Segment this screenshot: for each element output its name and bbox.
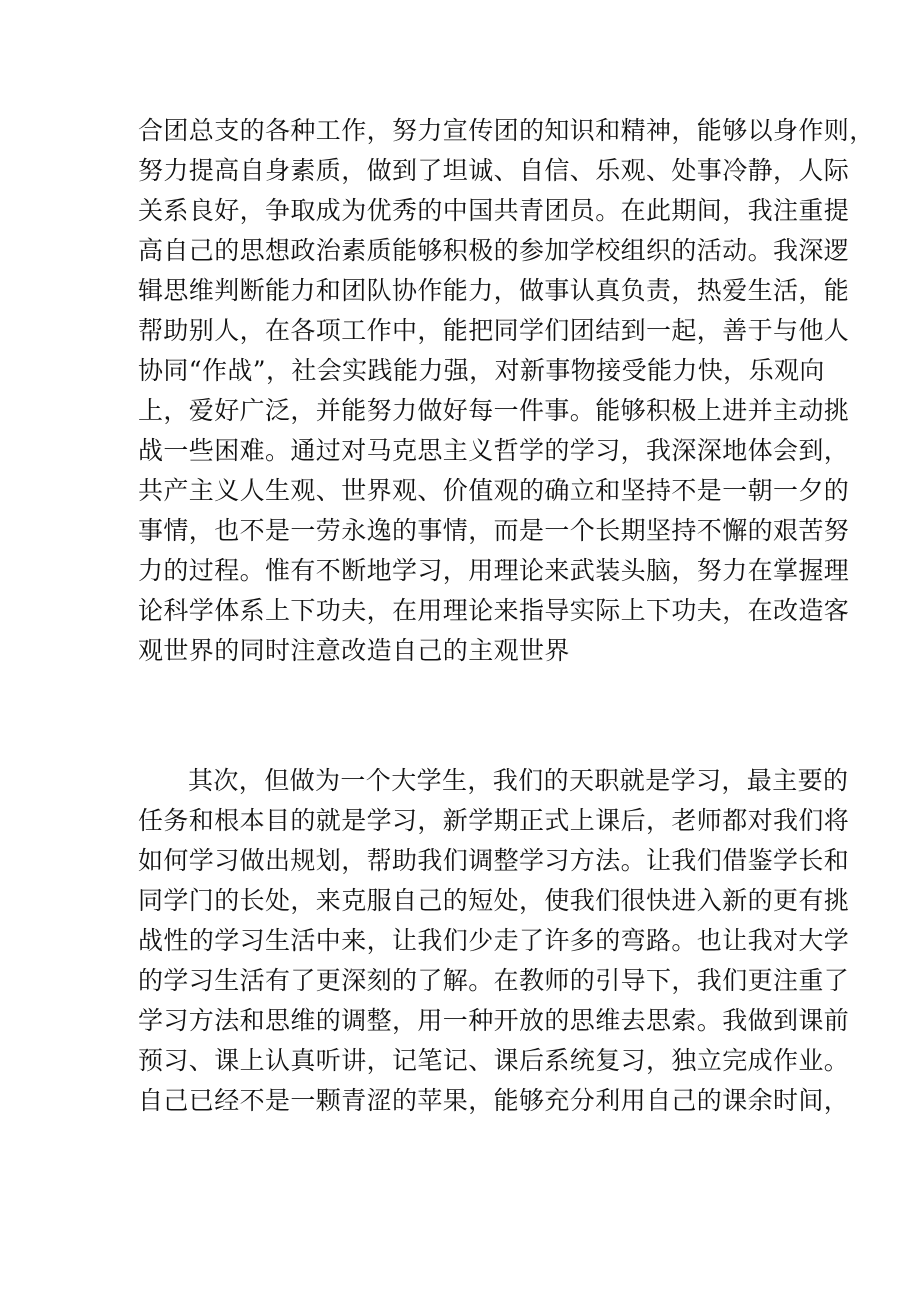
paragraph-line: 自己已经不是一颗青涩的苹果，能够充分利用自己的课余时间， [138,1086,850,1115]
paragraph-line: 如何学习做出规划，帮助我们调整学习方法。让我们借鉴学长和 [138,846,850,875]
paragraph-line: 预习、课上认真听讲，记笔记、课后系统复习，独立完成作业。 [138,1046,850,1075]
paragraph-line: 上，爱好广泛，并能努力做好每一件事。能够积极上进并主动挑 [138,396,850,425]
paragraph-line: 关系良好，争取成为优秀的中国共青团员。在此期间，我注重提 [138,196,850,225]
paragraph-line: 事情，也不是一劳永逸的事情，而是一个长期坚持不懈的艰苦努 [138,516,850,545]
paragraph-line: 同学门的长处，来克服自己的短处，使我们很快进入新的更有挑 [138,886,850,915]
paragraph-line: 学习方法和思维的调整，用一种开放的思维去思索。我做到课前 [138,1006,850,1035]
paragraph-line: 共产主义人生观、世界观、价值观的确立和坚持不是一朝一夕的 [138,476,850,505]
paragraph-line: 观世界的同时注意改造自己的主观世界 [138,636,570,665]
paragraph-1 [138,111,875,671]
paragraph-line: 任务和根本目的就是学习，新学期正式上课后，老师都对我们将 [138,806,850,835]
paragraph-line: 的学习生活有了更深刻的了解。在教师的引导下，我们更注重了 [138,966,850,995]
paragraph-line: 努力提高自身素质，做到了坦诚、自信、乐观、处事冷静，人际 [138,156,850,185]
paragraph-line: 高自己的思想政治素质能够积极的参加学校组织的活动。我深逻 [138,236,850,265]
paragraph-line: 其次，但做为一个大学生，我们的天职就是学习，最主要的 [188,766,849,795]
paragraph-line: 力的过程。惟有不断地学习，用理论来武装头脑，努力在掌握理 [138,556,850,585]
paragraph-line: 协同“作战”，社会实践能力强，对新事物接受能力快，乐观向 [138,356,825,385]
paragraph-line: 合团总支的各种工作，努力宣传团的知识和精神，能够以身作则， [138,116,875,145]
paragraph-2 [138,761,850,1121]
paragraph-line: 论科学体系上下功夫，在用理论来指导实际上下功夫，在改造客 [138,596,850,625]
paragraph-line: 战一些困难。通过对马克思主义哲学的学习，我深深地体会到， [138,436,850,465]
paragraph-line: 辑思维判断能力和团队协作能力，做事认真负责，热爱生活，能 [138,276,850,305]
paragraph-line: 帮助别人，在各项工作中，能把同学们团结到一起，善于与他人 [138,316,850,345]
paragraph-line: 战性的学习生活中来，让我们少走了许多的弯路。也让我对大学 [138,926,850,955]
